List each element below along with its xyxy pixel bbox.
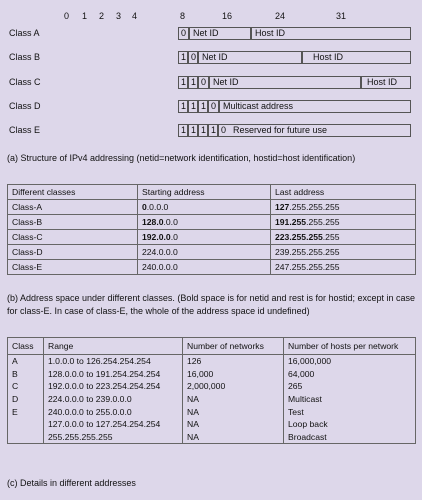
hosts-cell: 265 <box>284 380 416 393</box>
table-row <box>8 260 416 275</box>
start-address-cell: 192.0.0.0 <box>138 230 271 245</box>
last-address-cell: 127.255.255.255 <box>271 200 416 215</box>
class-label: Class B <box>9 52 41 62</box>
range-cell: 127.0.0.0 to 127.254.254.254 <box>44 418 183 431</box>
start-address-cell: 0.0.0.0 <box>138 200 271 215</box>
class-label: Class C <box>9 77 41 87</box>
table-row <box>8 245 416 260</box>
networks-cell: NA <box>183 393 284 406</box>
bit-cell: 0 <box>178 27 189 40</box>
host-id-cell: Host ID <box>302 51 411 64</box>
bit-number: 24 <box>275 11 286 21</box>
class-label: Class E <box>9 125 41 135</box>
networks-cell: NA <box>183 405 284 418</box>
bit-number: 2 <box>99 11 105 21</box>
bit-number: 16 <box>222 11 233 21</box>
last-address-cell: 191.255.255.255 <box>271 215 416 230</box>
bit-number: 4 <box>132 11 138 21</box>
net-id-cell: Net ID <box>209 76 361 89</box>
bit-cell: 1 <box>198 124 208 137</box>
networks-cell: NA <box>183 431 284 444</box>
last-address-cell: 247.255.255.255 <box>271 260 416 275</box>
column-header: Number of networks <box>183 338 284 355</box>
hosts-cell: Loop back <box>284 418 416 431</box>
range-cell: 224.0.0.0 to 239.0.0.0 <box>44 393 183 406</box>
networks-cell: 16,000 <box>183 368 284 381</box>
bit-cell: 1 <box>178 51 188 64</box>
caption-a: (a) Structure of IPv4 addressing (netid=network identification, hostid=host identification) <box>7 153 356 163</box>
table-row <box>8 405 416 418</box>
range-cell: 1.0.0.0 to 126.254.254.254 <box>44 355 183 368</box>
caption-c: (c) Details in different addresses <box>7 478 136 488</box>
bit-cell: 0 <box>208 100 219 113</box>
class-cell: Class-E <box>8 260 138 275</box>
bit-cell: 1 <box>188 100 198 113</box>
range-cell: 192.0.0.0 to 223.254.254.254 <box>44 380 183 393</box>
table-row <box>8 393 416 406</box>
table-row <box>8 355 416 368</box>
table-row <box>8 368 416 381</box>
class-cell: D <box>8 393 44 406</box>
bit-number: 0 <box>64 11 70 21</box>
bit-number: 31 <box>336 11 347 21</box>
hosts-cell: 16,000,000 <box>284 355 416 368</box>
column-header: Last address <box>271 185 416 200</box>
address-details-table <box>7 337 416 444</box>
class-cell <box>8 418 44 431</box>
host-id-cell: Host ID <box>251 27 411 40</box>
table-header-row <box>8 185 416 200</box>
class-label: Class A <box>9 28 40 38</box>
bit-cell: 1 <box>178 76 188 89</box>
address-space-table <box>7 184 416 275</box>
bit-cell: 1 <box>188 76 198 89</box>
range-cell: 255.255.255.255 <box>44 431 183 444</box>
hosts-cell: Multicast <box>284 393 416 406</box>
hosts-cell: Test <box>284 405 416 418</box>
table-row <box>8 200 416 215</box>
bit-cell: 1 <box>178 124 188 137</box>
column-header: Class <box>8 338 44 355</box>
hosts-cell: Broadcast <box>284 431 416 444</box>
reserved-cell: Reserved for future use <box>230 124 411 137</box>
class-cell: Class-B <box>8 215 138 230</box>
host-id-cell: Host ID <box>361 76 411 89</box>
table-row <box>8 380 416 393</box>
class-cell <box>8 431 44 444</box>
caption-b: (b) Address space under different classes. (Bold space is for netid and rest is for hostid; except in case for class-E. In case of class-E, the whole of the address space id undefined) <box>7 293 416 316</box>
table-row <box>8 418 416 431</box>
networks-cell: 126 <box>183 355 284 368</box>
start-address-cell: 240.0.0.0 <box>138 260 271 275</box>
last-address-cell: 239.255.255.255 <box>271 245 416 260</box>
column-header: Different classes <box>8 185 138 200</box>
bit-cell: 1 <box>188 124 198 137</box>
bit-cell: 0 <box>198 76 209 89</box>
bit-cell: 0 <box>188 51 198 64</box>
networks-cell: 2,000,000 <box>183 380 284 393</box>
last-address-cell: 223.255.255.255 <box>271 230 416 245</box>
class-cell: A <box>8 355 44 368</box>
bit-cell: 0 <box>218 124 230 137</box>
multicast-cell: Multicast address <box>219 100 411 113</box>
table-row <box>8 215 416 230</box>
range-cell: 128.0.0.0 to 191.254.254.254 <box>44 368 183 381</box>
bit-number: 8 <box>180 11 186 21</box>
class-label: Class D <box>9 101 41 111</box>
start-address-cell: 128.0.0.0 <box>138 215 271 230</box>
networks-cell: NA <box>183 418 284 431</box>
table-row <box>8 230 416 245</box>
column-header: Number of hosts per network <box>284 338 416 355</box>
class-cell: C <box>8 380 44 393</box>
column-header: Range <box>44 338 183 355</box>
class-cell: Class-C <box>8 230 138 245</box>
class-cell: Class-D <box>8 245 138 260</box>
net-id-cell: Net ID <box>198 51 302 64</box>
class-cell: B <box>8 368 44 381</box>
net-id-cell: Net ID <box>189 27 251 40</box>
table-header-row <box>8 338 416 355</box>
class-cell: E <box>8 405 44 418</box>
bit-cell: 1 <box>178 100 188 113</box>
start-address-cell: 224.0.0.0 <box>138 245 271 260</box>
range-cell: 240.0.0.0 to 255.0.0.0 <box>44 405 183 418</box>
table-row <box>8 431 416 444</box>
bit-cell: 1 <box>208 124 218 137</box>
hosts-cell: 64,000 <box>284 368 416 381</box>
bit-cell: 1 <box>198 100 208 113</box>
bit-number: 3 <box>116 11 122 21</box>
class-cell: Class-A <box>8 200 138 215</box>
bit-number: 1 <box>82 11 88 21</box>
column-header: Starting address <box>138 185 271 200</box>
